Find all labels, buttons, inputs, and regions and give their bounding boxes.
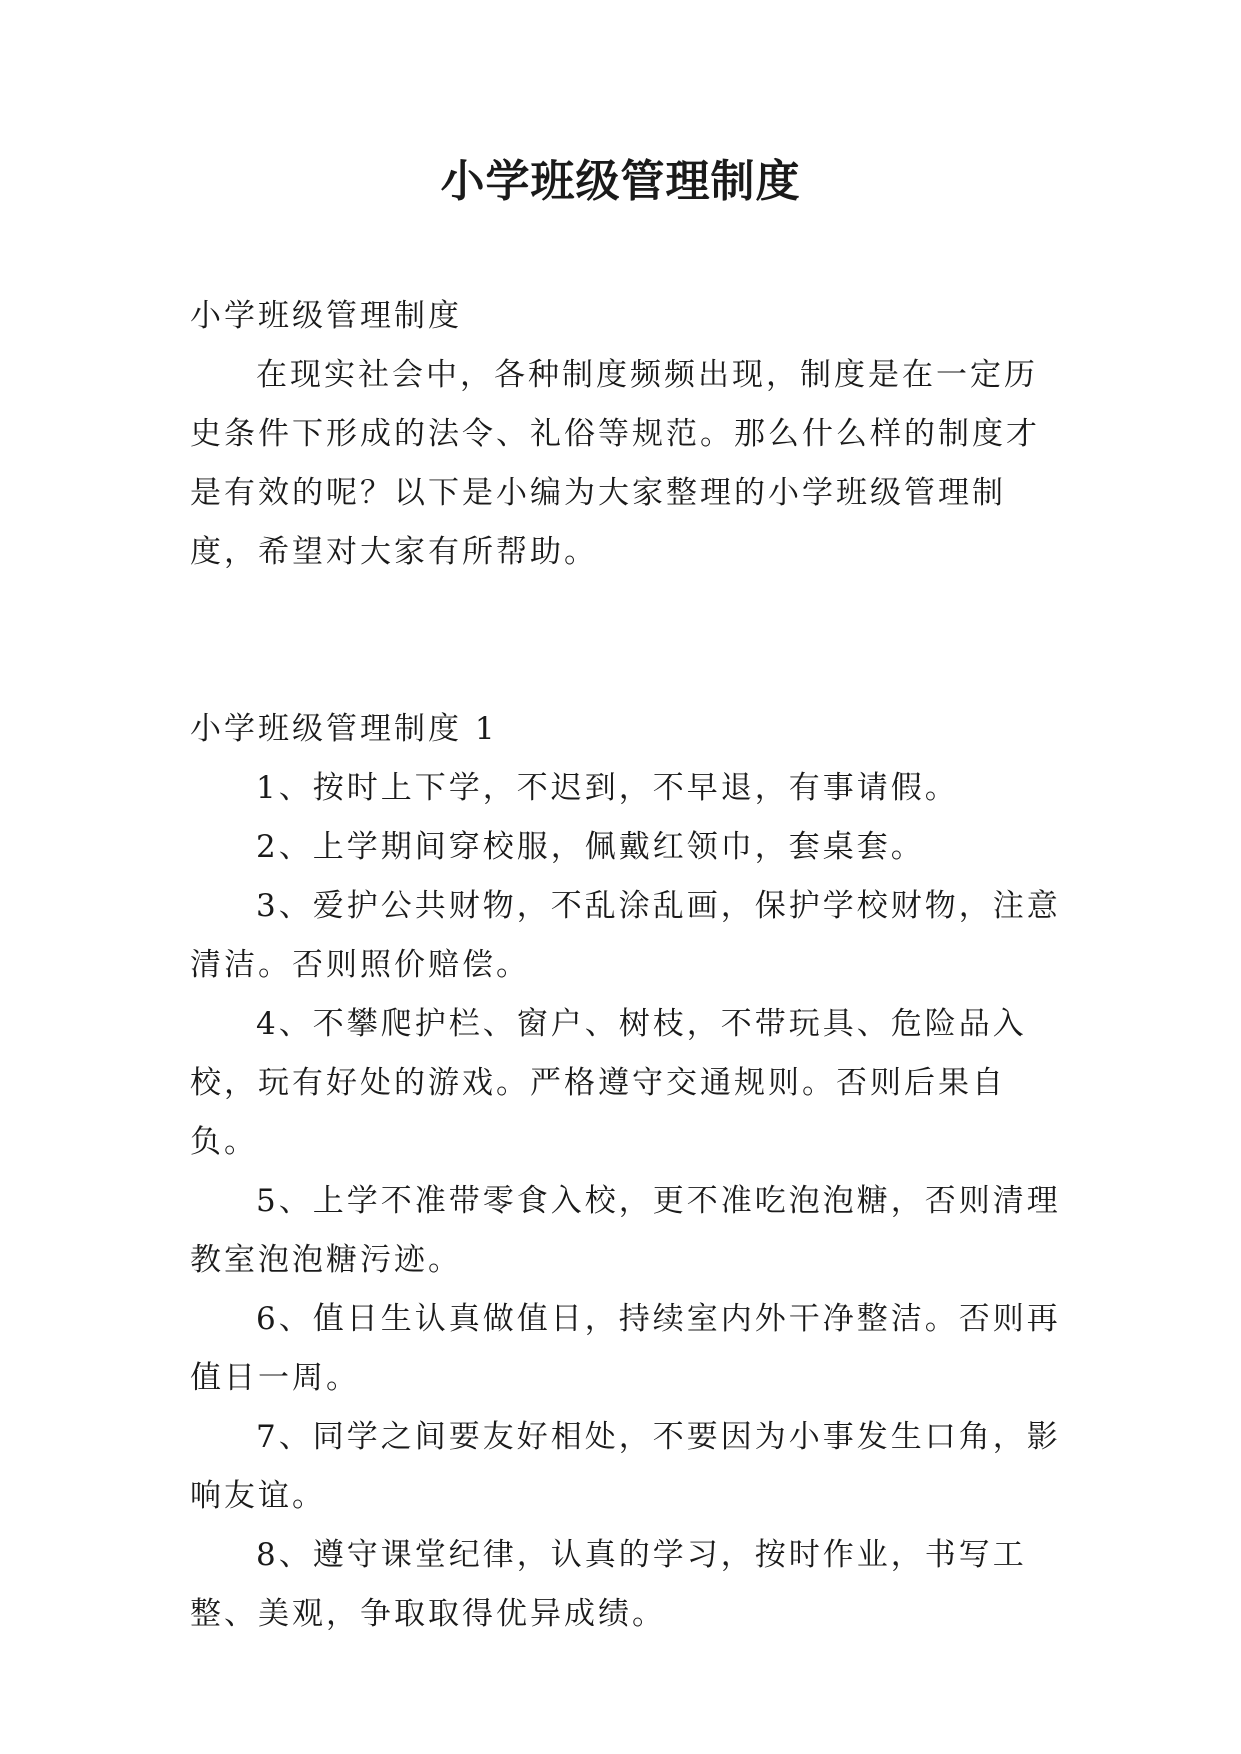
- rule-item-3: 3、爱护公共财物，不乱涂乱画，保护学校财物，注意清洁。否则照价赔偿。: [190, 888, 1061, 983]
- rules-section: [190, 700, 1070, 1644]
- document-title: 小学班级管理制度: [440, 156, 801, 207]
- rule-item-4: 4、不攀爬护栏、窗户、树枝，不带玩具、危险品入校，玩有好处的游戏。严格遵守交通规则。否则后果自负。: [190, 1006, 1027, 1160]
- intro-section: [190, 287, 1070, 582]
- rule-item-2: 2、上学期间穿校服，佩戴红领巾，套桌套。: [256, 829, 925, 865]
- rule-item-1: 1、按时上下学，不迟到，不早退，有事请假。: [256, 770, 959, 806]
- rule-item-5: 5、上学不准带零食入校，更不准吃泡泡糖，否则清理教室泡泡糖污迹。: [190, 1183, 1061, 1278]
- intro-paragraph: 在现实社会中，各种制度频频出现，制度是在一定历史条件下形成的法令、礼俗等规范。那么什么样的制度才是有效的呢？以下是小编为大家整理的小学班级管理制度，希望对大家有所帮助。: [190, 357, 1040, 570]
- intro-heading: 小学班级管理制度: [190, 298, 462, 334]
- rule-item-6: 6、值日生认真做值日，持续室内外干净整洁。否则再值日一周。: [190, 1301, 1061, 1396]
- section-heading: 小学班级管理制度 1: [190, 711, 498, 747]
- rule-item-7: 7、同学之间要友好相处，不要因为小事发生口角，影响友谊。: [190, 1419, 1061, 1514]
- rule-item-8: 8、遵守课堂纪律，认真的学习，按时作业，书写工整、美观，争取取得优异成绩。: [190, 1537, 1027, 1632]
